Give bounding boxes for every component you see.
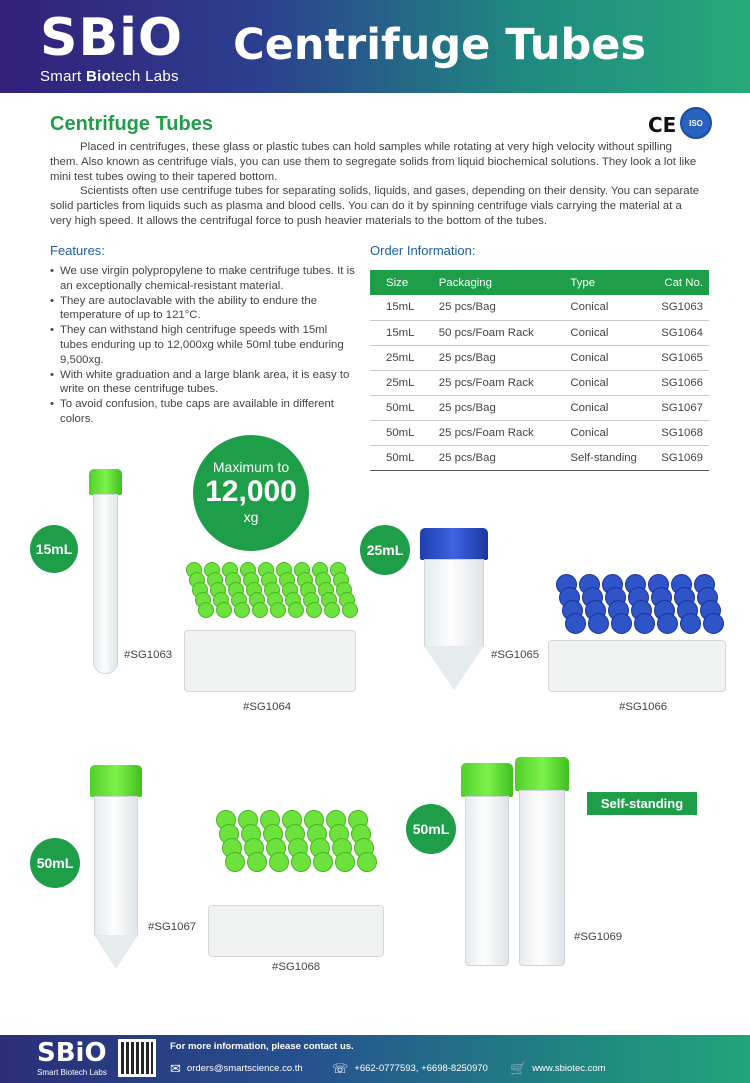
tube-50ml-tip [94, 935, 138, 969]
phone-link[interactable]: +662-0777593, +6698-8250970 [354, 1063, 488, 1074]
envelope-icon: ✉ [170, 1061, 181, 1076]
self-standing-badge: Self-standing [587, 792, 697, 815]
rack-tube-cap [611, 613, 632, 634]
website-link[interactable]: www.sbiotec.com [532, 1063, 606, 1074]
catalog-label: #SG1069 [574, 931, 623, 943]
rack-tube-cap [680, 613, 701, 634]
rack-tube-cap [198, 602, 214, 618]
table-cell: Self-standing [554, 445, 652, 470]
table-row [370, 320, 709, 345]
rack-tube-cap [270, 602, 286, 618]
table-cell: Conical [554, 370, 652, 395]
rack-tube-cap [313, 852, 333, 872]
table-cell: 50 pcs/Foam Rack [423, 320, 555, 345]
rack-tube-cap [252, 602, 268, 618]
size-badge-25ml: 25mL [360, 525, 410, 575]
phone-icon: ☏ [332, 1061, 349, 1076]
size-badge-15ml: 15mL [30, 525, 78, 573]
rack-15ml-image [184, 630, 356, 692]
rack-tube-cap [657, 613, 678, 634]
email-link[interactable]: orders@smartscience.co.th [186, 1063, 303, 1074]
rack-tube-cap [588, 613, 609, 634]
catalog-label: #SG1066 [619, 701, 668, 713]
table-cell: SG1066 [652, 370, 709, 395]
table-cell: 25 pcs/Bag [423, 395, 555, 420]
features-list [50, 264, 358, 427]
table-cell: SG1067 [652, 395, 709, 420]
table-cell: 25 pcs/Foam Rack [423, 420, 555, 445]
table-cell: 50mL [370, 420, 423, 445]
table-cell: Conical [554, 345, 652, 370]
table-cell: Conical [554, 420, 652, 445]
tube-cap [89, 469, 122, 495]
table-cell: 25 pcs/Bag [423, 345, 555, 370]
table-cell: SG1069 [652, 445, 709, 470]
page-header [0, 0, 750, 93]
footer-logo: SBiO [37, 1038, 107, 1068]
intro-paragraph: Scientists often use centrifuge tubes for separating solids, liquids, and gases, depending on their density. You can separate solid particles from liquids such as plasma and blood cells. You can do it by spinning centrifuge vials carrying the material at a very high speed. It allows the centrifugal force to push heavier materials to the bottom of the tubes. [50, 185, 700, 227]
table-cell: 50mL [370, 445, 423, 470]
intro-paragraph: Placed in centrifuges, these glass or plastic tubes can hold samples while rotating at very high velocity without spilling them. Also known as centrifuge vials, you can use them to segregate solids from liquid biochemical solutions. They look a lot like mini test tubes owing to their tapered bottom. [50, 141, 697, 183]
rack-tube-cap [291, 852, 311, 872]
tube-cap [420, 528, 488, 560]
tube-cap [515, 757, 569, 791]
logo-subtitle: Smart Biotech Labs [40, 68, 179, 85]
rack-tube-cap [269, 852, 289, 872]
tube-self-standing-image [465, 796, 509, 966]
column-header: Type [554, 270, 652, 295]
tube-self-standing-image [519, 790, 565, 966]
table-cell: Conical [554, 320, 652, 345]
catalog-label: #SG1068 [272, 961, 321, 973]
rack-tube-cap [703, 613, 724, 634]
catalog-label: #SG1063 [124, 649, 173, 661]
order-table [370, 270, 709, 471]
tube-25ml-tip [424, 646, 484, 690]
intro-text [50, 140, 700, 229]
rack-tube-cap [357, 852, 377, 872]
feature-item: • They are autoclavable with the ability to endure the temperature of up to 121°C. [50, 294, 358, 324]
iso-certification-icon: ISO [680, 107, 712, 139]
footer-web[interactable] [510, 1062, 606, 1075]
tube-cap [90, 765, 142, 797]
logo-wordmark: SBiO [40, 8, 184, 68]
max-speed-label: Maximum to [212, 459, 290, 475]
rack-tube-cap [342, 602, 358, 618]
ce-certification-icon: CE [648, 113, 677, 137]
size-badge-50ml: 50mL [30, 838, 80, 888]
qr-code-icon[interactable] [118, 1039, 156, 1077]
feature-item: • We use virgin polypropylene to make centrifuge tubes. It is an exceptionally chemical-resistant material. [50, 264, 358, 294]
table-cell: Conical [554, 295, 652, 320]
table-header-row [370, 270, 709, 295]
rack-25ml-image [548, 640, 726, 692]
table-cell: 25 pcs/Bag [423, 295, 555, 320]
catalog-label: #SG1067 [148, 921, 197, 933]
rack-tube-cap [565, 613, 586, 634]
table-row [370, 420, 709, 445]
table-cell: 15mL [370, 320, 423, 345]
feature-item: • With white graduation and a large blank area, it is easy to write on these centrifuge tubes. [50, 368, 358, 398]
size-badge-50ml-self-standing: 50mL [406, 804, 456, 854]
table-cell: 25mL [370, 370, 423, 395]
rack-tube-cap [324, 602, 340, 618]
tube-cap [461, 763, 513, 797]
cart-icon: 🛒 [510, 1061, 527, 1076]
tube-50ml-image [94, 796, 138, 936]
max-speed-value: 12,000 [205, 475, 297, 508]
table-cell: SG1064 [652, 320, 709, 345]
rack-tube-cap [234, 602, 250, 618]
table-cell: 25 pcs/Bag [423, 445, 555, 470]
table-cell: 15mL [370, 295, 423, 320]
table-row [370, 295, 709, 320]
table-cell: SG1068 [652, 420, 709, 445]
tube-15ml-image [93, 494, 118, 674]
max-speed-unit: xg [243, 509, 259, 525]
rack-tube-cap [216, 602, 232, 618]
table-cell: Conical [554, 395, 652, 420]
table-row [370, 345, 709, 370]
order-heading: Order Information: [370, 243, 476, 258]
column-header: Size [370, 270, 423, 295]
column-header: Packaging [423, 270, 555, 295]
table-cell: 25 pcs/Foam Rack [423, 370, 555, 395]
catalog-label: #SG1065 [491, 649, 540, 661]
table-cell: 25mL [370, 345, 423, 370]
brand-logo [40, 10, 183, 85]
rack-tube-cap [306, 602, 322, 618]
rack-tube-cap [247, 852, 267, 872]
rack-tube-cap [335, 852, 355, 872]
page-title: Centrifuge Tubes [233, 20, 646, 70]
tube-25ml-image [424, 559, 484, 647]
table-cell: SG1063 [652, 295, 709, 320]
table-cell: 50mL [370, 395, 423, 420]
rack-tube-cap [225, 852, 245, 872]
catalog-label: #SG1064 [243, 701, 292, 713]
footer-email[interactable] [170, 1062, 303, 1075]
rack-50ml-image [208, 905, 384, 957]
contact-prompt: For more information, please contact us. [170, 1041, 354, 1052]
section-heading: Centrifuge Tubes [50, 113, 213, 135]
max-speed-badge [193, 435, 309, 551]
rack-tube-cap [288, 602, 304, 618]
table-row [370, 395, 709, 420]
page-footer [0, 1035, 750, 1083]
column-header: Cat No. [652, 270, 709, 295]
table-row [370, 445, 709, 470]
features-heading: Features: [50, 243, 105, 258]
table-row [370, 370, 709, 395]
footer-phone[interactable] [332, 1062, 488, 1075]
rack-tube-cap [634, 613, 655, 634]
feature-item: • To avoid confusion, tube caps are available in different colors. [50, 397, 358, 427]
footer-logo-subtitle: Smart Biotech Labs [37, 1068, 107, 1077]
feature-item: • They can withstand high centrifuge speeds with 15ml tubes enduring up to 12,000xg while 50ml tube enduring 9,500xg. [50, 323, 358, 367]
table-cell: SG1065 [652, 345, 709, 370]
